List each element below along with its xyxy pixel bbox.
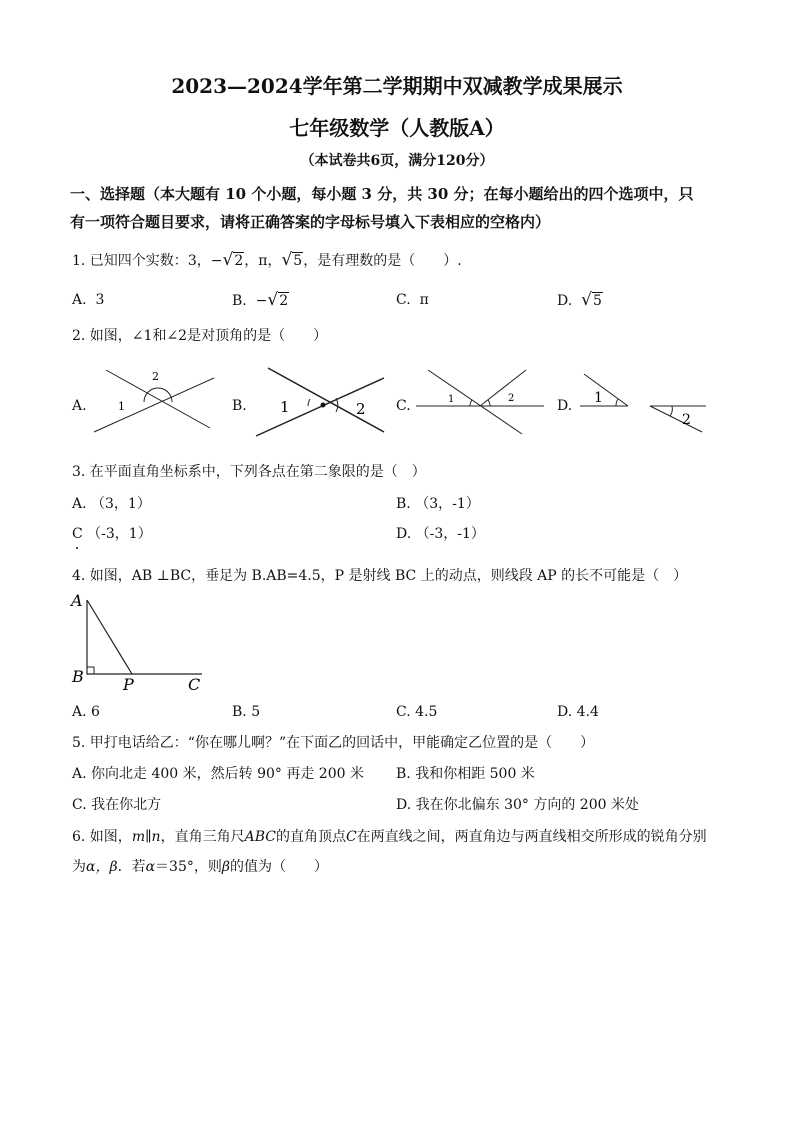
q2-figure-b <box>252 366 388 438</box>
q2a-label-2: 2 <box>152 370 159 383</box>
q4-option-c: C. 4.5 <box>396 704 438 720</box>
q6-alpha: α <box>145 859 156 875</box>
section-heading-line1: 一、选择题（本大题有 10 个小题，每小题 3 分，共 30 分；在每小题给出的四个选项中，只 <box>70 185 694 203</box>
q2c-label-1: 1 <box>448 394 455 405</box>
q2-option-c: C. <box>396 398 411 414</box>
question-4: 4. 如图，AB ⊥BC，垂足为 B.AB=4.5，P 是射线 BC 上的动点，则线段 AP 的长不可能是（ ） <box>72 568 688 584</box>
section-heading-line2: 有一项符合题目要求，请将正确答案的字母标号填入下表相应的空格内） <box>70 213 551 231</box>
question-5: 5. 甲打电话给乙：“你在哪儿啊？”在下面乙的回话中，甲能确定乙位置的是（ ） <box>72 735 595 751</box>
q1-option-a: A. 3 <box>72 292 105 308</box>
q1-sep3: ， <box>267 253 282 269</box>
q4-option-d: D. 4.4 <box>557 704 599 720</box>
q2-option-b: B. <box>232 398 247 414</box>
q4-option-b: B. 5 <box>232 704 261 720</box>
q6-mn: m∥n <box>131 829 161 845</box>
q5-option-b: B. 我和你相距 500 米 <box>396 766 535 782</box>
q1-pi: π <box>258 253 268 269</box>
q5-option-a: A. 你向北走 400 米，然后转 90° 再走 200 米 <box>72 766 364 782</box>
question-6-line1: 6. 如图，m∥n，直角三角尺ABC的直角顶点C在两直线之间，两直角边与两直线相交所形成的锐角分别 <box>72 829 707 845</box>
q6-vertex-c: C <box>345 829 357 845</box>
q2c-label-2: 2 <box>508 393 515 404</box>
q6-beta: β <box>221 859 230 875</box>
q6-abc: ABC <box>244 829 276 845</box>
q5-option-d: D. 我在你北偏东 30° 方向的 200 米处 <box>396 797 639 813</box>
q3-option-d: D. （-3，-1） <box>396 526 485 542</box>
q3-option-b: B. （3，-1） <box>396 496 480 512</box>
q4-label-p: P <box>123 675 134 694</box>
q6-angles: α，β <box>86 859 118 875</box>
q2d-label-2: 2 <box>682 412 691 428</box>
question-1 <box>72 250 462 271</box>
q1-sign: − <box>210 253 223 269</box>
q1-option-d: D. √5 <box>557 290 602 310</box>
q4-label-c: C <box>188 675 201 694</box>
q1-sep2: ， <box>244 253 259 269</box>
q2-figure-d <box>578 366 710 438</box>
question-3: 3. 在平面直角坐标系中，下列各点在第二象限的是（ ） <box>72 464 426 480</box>
question-2: 2. 如图，∠1和∠2是对顶角的是（ ） <box>72 328 328 344</box>
q2-figure-a <box>88 366 220 438</box>
q1-prefix: 1. 已知四个实数： <box>72 253 188 269</box>
exam-subtitle: 七年级数学（人教版A） <box>289 116 505 140</box>
q2-option-a: A. <box>72 398 87 414</box>
q1-suffix: ，是有理数的是（ ）. <box>303 253 462 269</box>
q3-option-a: A. （3，1） <box>72 496 151 512</box>
exam-note: （本试卷共6页，满分120分） <box>300 153 494 169</box>
q1-sqrt-2: √2 <box>222 250 244 270</box>
q3-option-c: C （-3，1） <box>72 526 152 542</box>
q4-label-a: A <box>71 591 83 610</box>
q1-option-c: C. π <box>396 292 429 308</box>
q5-option-c: C. 我在你北方 <box>72 797 162 813</box>
q2b-label-2: 2 <box>356 400 366 418</box>
q4-figure <box>70 590 220 694</box>
exam-title: 2023—2024学年第二学期期中双减教学成果展示 <box>171 74 623 98</box>
q2b-label-1: 1 <box>280 398 290 416</box>
q2d-label-1: 1 <box>594 390 603 406</box>
q2a-label-1: 1 <box>118 400 125 413</box>
question-6-line2: 为α，β．若α＝35°，则β的值为（ ） <box>72 859 328 875</box>
q4-option-a: A. 6 <box>72 704 100 720</box>
q1-number-1: 3 <box>187 253 197 269</box>
q2-figure-c <box>414 366 546 438</box>
q2-option-d: D. <box>557 398 573 414</box>
q1-sqrt-5: √5 <box>281 250 303 270</box>
q1-sep1: ， <box>196 253 211 269</box>
q3-dot-mark <box>76 547 78 549</box>
q4-label-b: B <box>72 667 84 686</box>
q1-option-b: B. −√2 <box>232 290 289 310</box>
